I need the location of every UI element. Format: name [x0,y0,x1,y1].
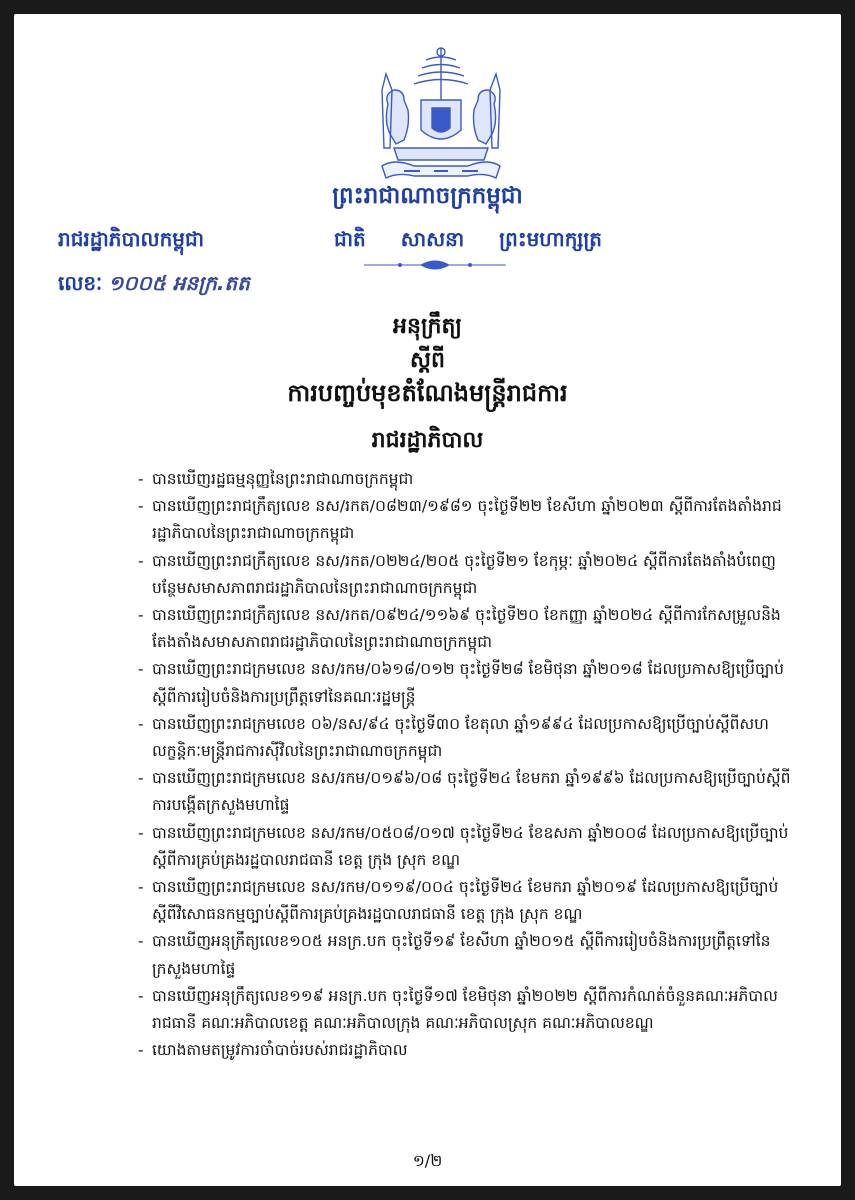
number-label: លេខៈ [58,271,103,295]
list-item: - បានឃើញព្រះរាជក្រឹត្យលេខ នស/រកត/០២២៤/២០៥ ចុះថ្ងៃទី២១ ខែកុម្ភៈ ឆ្នាំ២០២៤ ស្តីពីការតែងតាំងបំពេញបន្ថែមសមាសភាពរាជរដ្ឋាភិបាលនៃព្រះរាជាណាចក្រកម្ពុជា [138,548,798,602]
royal-coat-of-arms-icon [374,44,508,184]
ornament-divider-icon [360,258,510,272]
about-label: ស្តីពី [410,348,445,373]
motto-nation: ជាតិ [334,227,366,251]
list-item: - បានឃើញរដ្ឋធម្មនុញ្ញនៃព្រះរាជាណាចក្រកម្ពុជា [138,466,798,493]
kingdom-name: ព្រះរាជាណាចក្រកម្ពុជា [332,183,523,209]
motto-king: ព្រះមហាក្សត្រ [499,227,603,251]
list-item: - បានឃើញព្រះរាជក្រឹត្យលេខ នស/រកត/០៩២៤/១១៦៩ ចុះថ្ងៃទី២០ ខែកញ្ញា ឆ្នាំ២០២៤ ស្តីពីការកែសម្រួលនិងតែងតាំងសមាសភាពរាជរដ្ឋាភិបាលនៃព្រះរាជាណាចក្រកម្ពុជា [138,602,798,656]
page-number: ១/២ [412,1151,443,1170]
list-item: - បានឃើញព្រះរាជក្រមលេខ នស/រកម/០៦១៨/០១២ ចុះថ្ងៃទី២៨ ខែមិថុនា ឆ្នាំ២០១៨ ដែលប្រកាសឱ្យប្រើច្បាប់ស្តីពីការរៀបចំនិងការប្រព្រឹត្តទៅនៃគណៈរដ្ឋមន្ត្រី [138,656,798,710]
list-item: - បានឃើញអនុក្រឹត្យលេខ១១៩ អនក្រ.បក ចុះថ្ងៃទី១៧ ខែមិថុនា ឆ្នាំ២០២២ ស្តីពីការកំណត់ចំនួនគណៈអភិបាលរាជធានី គណៈអភិបាលខេត្ត គណៈអភិបាលក្រុង គណៈអភិបាលស្រុក គណៈអភិបាលខណ្ឌ [138,983,798,1037]
document-page [14,14,841,1186]
government-name: រាជរដ្ឋាភិបាលកម្ពុជា [58,227,204,251]
list-item: - បានឃើញព្រះរាជក្រមលេខ នស/រកម/០១៩៦/០៨ ចុះថ្ងៃទី២៤ ខែមករា ឆ្នាំ១៩៩៦ ដែលប្រកាសឱ្យប្រើច្បាប់ស្តីពីការបង្កើតក្រសួងមហាផ្ទៃ [138,765,798,819]
list-item: - បានឃើញអនុក្រឹត្យលេខ១០៥ អនក្រ.បក ចុះថ្ងៃទី១៩ ខែសីហា ឆ្នាំ២០១៥ ស្តីពីការរៀបចំនិងការប្រព្រឹត្តទៅនៃក្រសួងមហាផ្ទៃ [138,928,798,982]
national-motto [334,226,630,256]
list-item: - យោងតាមតម្រូវការចាំបាច់របស់រាជរដ្ឋាភិបាល [138,1037,798,1064]
considerations-list [138,466,798,1064]
number-value: ១០០៥ អនក្រ.តត [108,271,250,295]
issuer: រាជរដ្ឋាភិបាល [371,428,484,453]
list-item: - បានឃើញព្រះរាជក្រមលេខ ០៦/នស/៩៤ ចុះថ្ងៃទី៣០ ខែតុលា ឆ្នាំ១៩៩៤ ដែលប្រកាសឱ្យប្រើច្បាប់ស្តីពីសហលក្ខន្តិកៈមន្ត្រីរាជការស៊ីវិលនៃព្រះរាជាណាចក្រកម្ពុជា [138,711,798,765]
document-number [58,270,250,300]
document-type: អនុក្រឹត្យ [393,314,462,339]
list-item: - បានឃើញព្រះរាជក្រមលេខ នស/រកម/០៥០៨/០១៧ ចុះថ្ងៃទី២៤ ខែឧសភា ឆ្នាំ២០០៨ ដែលប្រកាសឱ្យប្រើច្បាប់ស្តីពីការគ្រប់គ្រងរដ្ឋបាលរាជធានី ខេត្ត ក្រុង ស្រុក ខណ្ឌ [138,820,798,874]
list-item: - បានឃើញព្រះរាជក្រមលេខ នស/រកម/០១១៩/០០៤ ចុះថ្ងៃទី២៤ ខែមករា ឆ្នាំ២០១៩ ដែលប្រកាសឱ្យប្រើច្បាប់ស្តីពីវិសោធនកម្មច្បាប់ស្តីពីការគ្រប់គ្រងរដ្ឋបាលរាជធានី ខេត្ត ក្រុង ស្រុក ខណ្ឌ [138,874,798,928]
list-item: - បានឃើញព្រះរាជក្រឹត្យលេខ នស/រកត/០៨២៣/១៩៨១ ចុះថ្ងៃទី២២ ខែសីហា ឆ្នាំ២០២៣ ស្តីពីការតែងតាំងរាជរដ្ឋាភិបាលនៃព្រះរាជាណាចក្រកម្ពុជា [138,493,798,547]
document-subject: ការបញ្ចប់មុខតំណែងមន្ត្រីរាជការ [287,379,568,407]
motto-religion: សាសនា [400,227,465,251]
header-row [58,226,818,256]
